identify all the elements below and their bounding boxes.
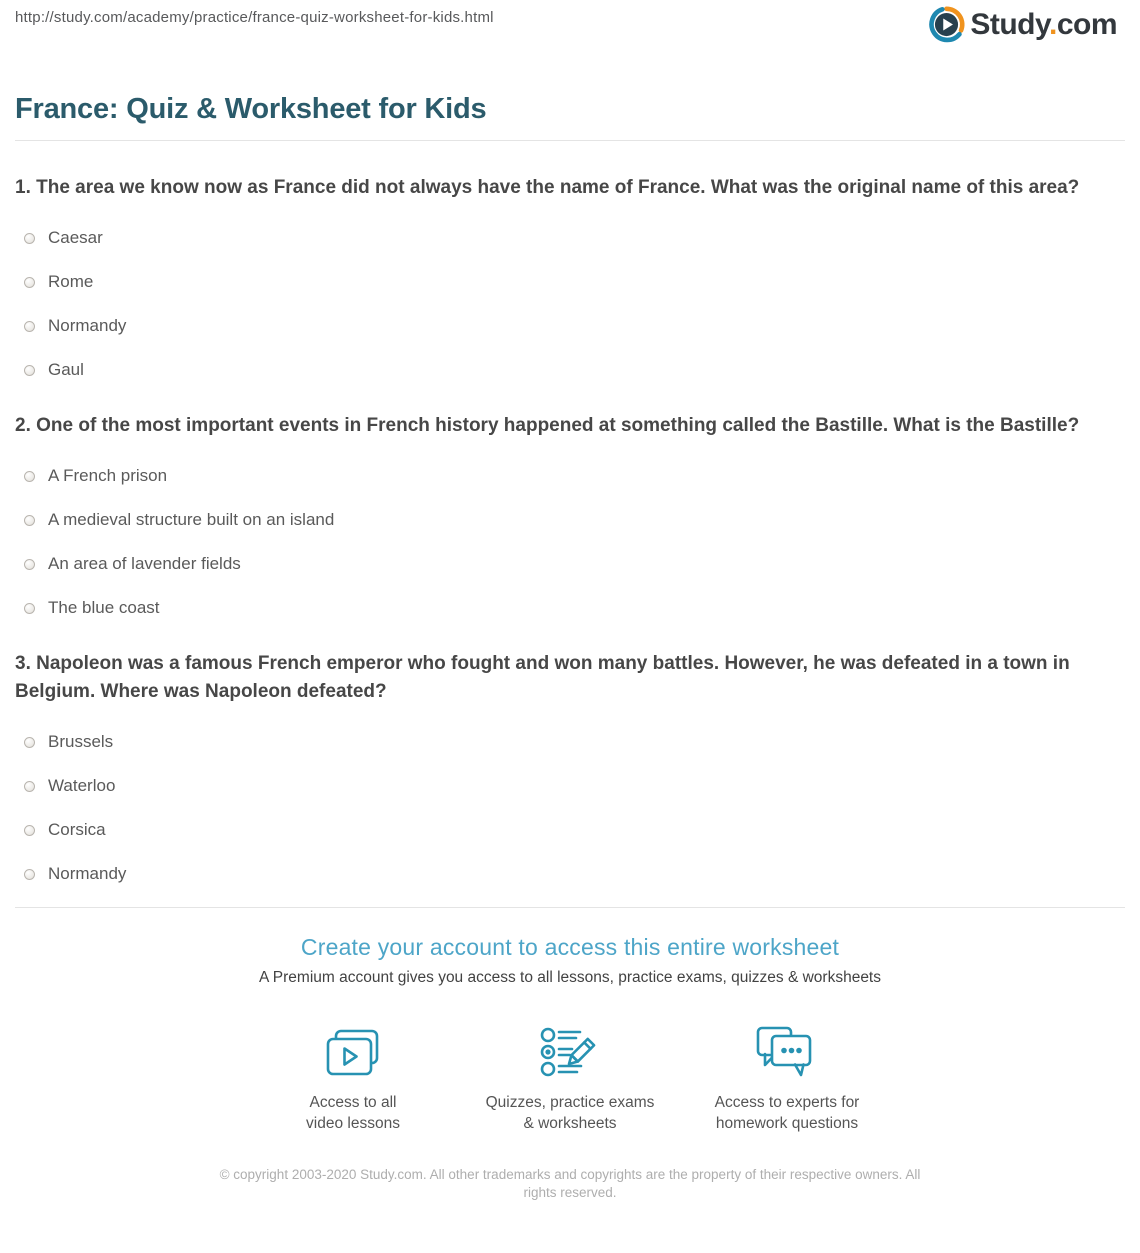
page-footer xyxy=(0,1166,1140,1202)
signup-section xyxy=(0,934,1140,1134)
option-label[interactable]: Rome xyxy=(48,272,94,291)
radio-button[interactable] xyxy=(24,603,35,614)
question-2 xyxy=(15,412,1125,619)
title-divider xyxy=(15,140,1125,141)
option-label[interactable]: Normandy xyxy=(48,864,127,883)
benefit-video-lessons xyxy=(245,1023,462,1134)
benefit-label xyxy=(679,1093,896,1134)
option-row[interactable] xyxy=(24,731,1125,753)
option-label[interactable]: A medieval structure built on an island xyxy=(48,510,335,529)
option-label[interactable]: Normandy xyxy=(48,316,127,335)
radio-button[interactable] xyxy=(24,737,35,748)
radio-button[interactable] xyxy=(24,781,35,792)
page-title: France: Quiz & Worksheet for Kids xyxy=(15,93,487,125)
benefit-label xyxy=(462,1093,679,1134)
chat-experts-icon xyxy=(679,1023,896,1081)
option-label[interactable]: The blue coast xyxy=(48,598,160,617)
question-1-options xyxy=(15,227,1125,381)
benefit-label-line1: Quizzes, practice exams xyxy=(485,1094,655,1111)
benefit-label-line2: video lessons xyxy=(306,1114,400,1132)
option-label[interactable]: Brussels xyxy=(48,732,114,751)
option-row[interactable] xyxy=(24,863,1125,885)
option-label[interactable]: Waterloo xyxy=(48,776,116,795)
option-row[interactable] xyxy=(24,465,1125,487)
question-1 xyxy=(15,174,1125,381)
radio-button[interactable] xyxy=(24,321,35,332)
radio-button[interactable] xyxy=(24,365,35,376)
benefit-label-line2: homework questions xyxy=(715,1114,859,1132)
option-row[interactable] xyxy=(24,227,1125,249)
signup-heading[interactable]: Create your account to access this entire worksheet xyxy=(300,934,840,960)
option-label[interactable]: A French prison xyxy=(48,466,168,485)
question-1-text: 1. The area we know now as France did not always have the name of France. What was the original name of this area? xyxy=(15,177,1080,198)
page-header xyxy=(0,0,1140,50)
radio-button[interactable] xyxy=(24,559,35,570)
quizzes-worksheets-icon xyxy=(462,1023,679,1081)
option-row[interactable] xyxy=(24,509,1125,531)
benefit-label xyxy=(245,1093,462,1134)
copyright-notice: © copyright 2003-2020 Study.com. All other trademarks and copyrights are the property of their respective owners. All rights reserved. xyxy=(219,1167,921,1200)
option-label[interactable]: An area of lavender fields xyxy=(48,554,241,573)
question-3-text: 3. Napoleon was a famous French emperor who fought and won many battles. However, he was defeated in a town in Belgium. Where was Napoleon defeated? xyxy=(15,653,1070,702)
benefit-label-line1: Access to all xyxy=(309,1094,397,1111)
benefit-homework-experts xyxy=(679,1023,896,1134)
logo-dot: . xyxy=(1048,7,1057,41)
option-label[interactable]: Gaul xyxy=(48,360,84,379)
option-row[interactable] xyxy=(24,315,1125,337)
option-row[interactable] xyxy=(24,553,1125,575)
benefits-row xyxy=(0,1023,1140,1134)
radio-button[interactable] xyxy=(24,233,35,244)
option-row[interactable] xyxy=(24,775,1125,797)
question-3-options xyxy=(15,731,1125,885)
radio-button[interactable] xyxy=(24,515,35,526)
benefit-quizzes-worksheets xyxy=(462,1023,679,1134)
option-row[interactable] xyxy=(24,819,1125,841)
option-label[interactable]: Caesar xyxy=(48,228,103,247)
signup-divider xyxy=(15,907,1125,908)
option-row[interactable] xyxy=(24,597,1125,619)
question-2-options xyxy=(15,465,1125,619)
benefit-label-line1: Access to experts for xyxy=(714,1094,860,1111)
radio-button[interactable] xyxy=(24,277,35,288)
benefit-label-line2: & worksheets xyxy=(523,1114,617,1132)
logo-wordmark xyxy=(970,8,1117,42)
question-3 xyxy=(15,650,1125,885)
signup-subheading: A Premium account gives you access to all lessons, practice exams, quizzes & worksheets xyxy=(259,969,881,986)
option-label[interactable]: Corsica xyxy=(48,820,106,839)
logo-word: Study xyxy=(970,7,1049,41)
option-row[interactable] xyxy=(24,271,1125,293)
radio-button[interactable] xyxy=(24,825,35,836)
studycom-logo[interactable] xyxy=(928,6,1117,43)
radio-button[interactable] xyxy=(24,869,35,880)
play-circle-icon xyxy=(928,6,970,43)
radio-button[interactable] xyxy=(24,471,35,482)
page-url: http://study.com/academy/practice/france-quiz-worksheet-for-kids.html xyxy=(15,9,494,26)
video-lessons-icon xyxy=(245,1023,462,1081)
question-2-text: 2. One of the most important events in French history happened at something called the Bastille. What is the Bastille? xyxy=(15,415,1080,436)
option-row[interactable] xyxy=(24,359,1125,381)
logo-tld: com xyxy=(1056,7,1117,41)
